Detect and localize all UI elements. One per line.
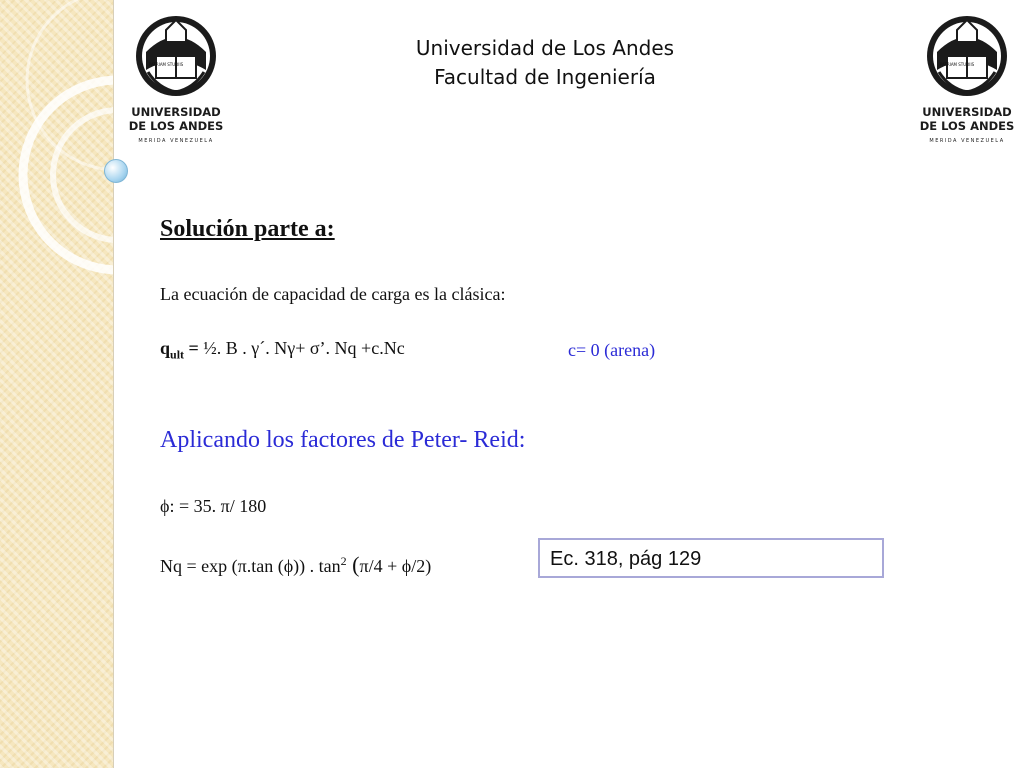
sidebar-bubble-icon [104, 159, 128, 183]
logo-wordmark-1: UNIVERSIDAD [922, 105, 1012, 119]
nq-left: Nq = exp (π.tan (ϕ)) . tan [160, 556, 341, 576]
sidebar-rings-decoration [0, 0, 113, 768]
ula-crest-icon [919, 12, 1015, 152]
logo-wordmark-2: DE LOS ANDES [919, 119, 1015, 133]
university-logo-right [919, 12, 1015, 152]
sidebar-divider [113, 0, 114, 768]
university-logo-left [128, 12, 224, 152]
decorative-sidebar [0, 0, 113, 768]
eq-q-symbol: q [160, 338, 171, 358]
reference-box: Ec. 318, pág 129 [538, 538, 884, 578]
eq-equals: = [184, 338, 199, 358]
nq-right: π/4 + ϕ/2) [359, 556, 432, 576]
phi-definition: ϕ: = 35. π/ 180 [160, 496, 267, 516]
slide-header [360, 34, 730, 92]
crest-book-text-right: PATRIAM STUDIIS [939, 62, 975, 67]
university-name: Universidad de Los Andes [415, 36, 675, 60]
eq-terms: ½. B . γ´. Nγ+ σ’. Nq +c.Nc [198, 338, 405, 358]
bearing-capacity-equation [160, 338, 405, 363]
solution-title: Solución parte a: [160, 216, 335, 242]
nq-superscript: 2 [340, 554, 347, 568]
nq-equation [160, 552, 431, 578]
logo-wordmark-3: MERIDA VENEZUELA [929, 138, 1005, 144]
cohesion-note: c= 0 (arena) [568, 340, 656, 360]
nq-open-paren: ( [346, 552, 360, 577]
logo-wordmark-2: DE LOS ANDES [128, 119, 224, 133]
crest-book-text-left: PATRIAM STUDIIS [148, 62, 184, 67]
ula-crest-icon [128, 12, 224, 152]
factors-heading: Aplicando los factores de Peter- Reid: [160, 427, 526, 453]
faculty-name: Facultad de Ingeniería [434, 65, 656, 89]
eq-subscript: ult [170, 347, 185, 362]
logo-wordmark-1: UNIVERSIDAD [131, 105, 221, 119]
logo-wordmark-3: MERIDA VENEZUELA [138, 138, 214, 144]
intro-text: La ecuación de capacidad de carga es la clásica: [160, 284, 506, 304]
